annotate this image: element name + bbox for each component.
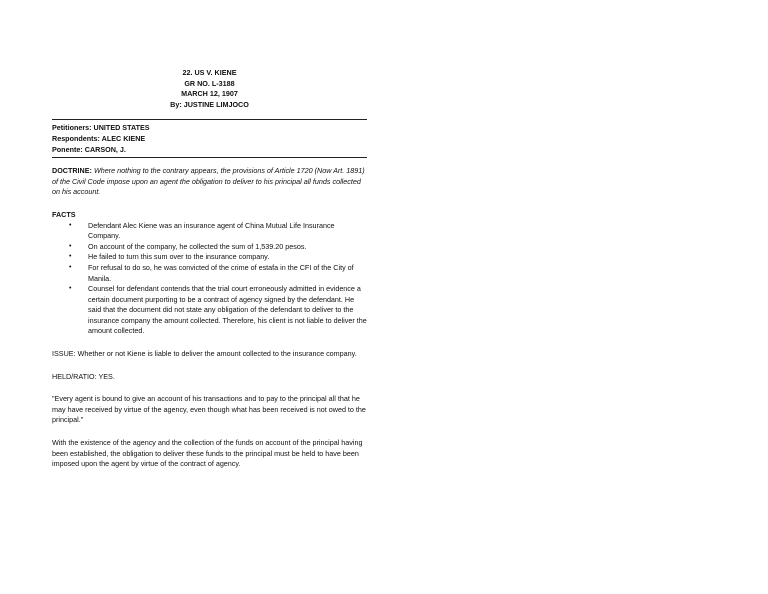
list-item: • On account of the company, he collected the sum of 1,539.20 pesos. — [69, 241, 307, 251]
top-divider — [52, 119, 367, 120]
doctrine-text: Where nothing to the contrary appears, the provisions of Article 1720 (Now Art. 1891) of the Civil Code impose upon an agent the obligation to deliver to his principal all funds collected on his account. — [52, 166, 365, 197]
quote-paragraph: "Every agent is bound to give an account of his transactions and to pay to the principal all that he may have received by virtue of the agency, even though what has been received is not owed to the principal." — [52, 394, 366, 425]
facts-heading: FACTS — [52, 209, 76, 219]
case-header — [52, 68, 367, 110]
ponente-line — [52, 145, 367, 156]
respondents-value: ALEC KIENE — [101, 133, 146, 143]
bullet-icon: • — [69, 242, 72, 250]
list-item: • He failed to turn this sum over to the insurance company. — [69, 252, 270, 262]
list-item: • Counsel for defendant contends that the trial court erroneously admitted in evidence a certain document purporting to be a contract of agency signed by the defendant. He said that the document did not state any obligation of the defendant to deliver to the insurance company the amount collected. Therefore, his client is not liable to deliver the amount collected. — [69, 284, 367, 336]
bullet-icon: • — [69, 221, 72, 229]
petitioners-value: UNITED STATES — [93, 123, 150, 133]
conclusion-paragraph: With the existence of the agency and the collection of the funds on account of the principal having been established, the obligation to deliver these funds to the principal must be held to have been imposed upon the agent by virtue of the contract of agency. — [52, 438, 363, 469]
petitioners-line — [52, 123, 367, 134]
respondents-label: Respondents: — [52, 133, 100, 143]
gr-number: GR NO. L-3188 — [184, 78, 235, 88]
bullet-icon: • — [69, 285, 72, 293]
facts-list — [52, 221, 367, 338]
bottom-divider — [52, 157, 367, 158]
parties-block — [52, 123, 367, 155]
held-paragraph: HELD/RATIO: YES. — [52, 371, 115, 381]
bullet-icon: • — [69, 263, 72, 271]
digest-author: By: JUSTINE LIMJOCO — [170, 99, 249, 109]
ponente-label: Ponente: — [52, 144, 83, 154]
doctrine-paragraph — [52, 166, 367, 198]
ponente-value: CARSON, J. — [84, 144, 126, 154]
case-title: 22. US V. KIENE — [182, 68, 237, 77]
petitioners-label: Petitioners: — [52, 123, 92, 133]
list-item: • For refusal to do so, he was convicted of the crime of estafa in the CFI of the City of Manila. — [69, 262, 354, 283]
bullet-icon: • — [69, 253, 72, 261]
respondents-line — [52, 134, 367, 145]
doctrine-label: DOCTRINE: — [52, 166, 92, 176]
list-item: • Defendant Alec Kiene was an insurance agent of China Mutual Life Insurance Company. — [69, 220, 335, 241]
document-page — [52, 68, 367, 470]
issue-paragraph: ISSUE: Whether or not Kiene is liable to deliver the amount collected to the insurance company. — [52, 349, 357, 359]
case-date: MARCH 12, 1907 — [181, 89, 238, 99]
